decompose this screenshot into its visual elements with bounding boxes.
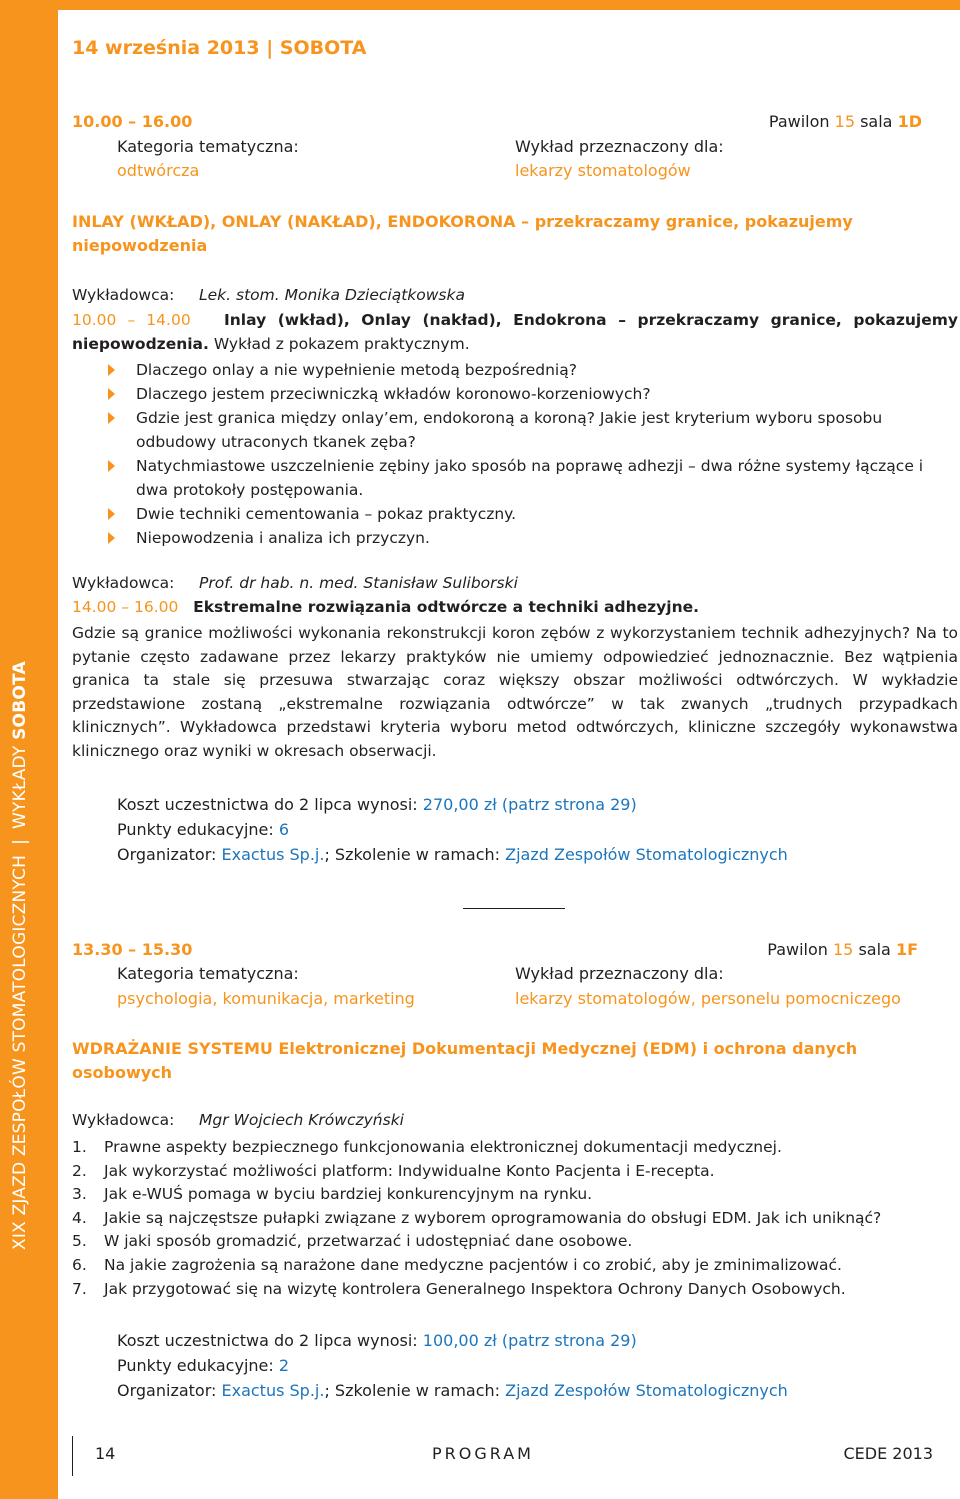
lecture1-lecturer: Lek. stom. Monika Dzieciątkowska: [199, 286, 465, 304]
event2-category-label: Kategoria tematyczna:: [117, 964, 299, 983]
event1-info-block: [117, 792, 788, 867]
event2-location-prefix: Pawilon: [767, 940, 828, 959]
lecture1-lecturer-row: [72, 286, 465, 304]
event1-training-label: ; Szkolenie w ramach:: [324, 845, 501, 864]
event1-points-row: [117, 817, 788, 842]
event1-cost: 270,00 zł (patrz strona 29): [422, 795, 637, 814]
event2-organizer-row: [117, 1378, 788, 1403]
top-accent-bar: [0, 0, 960, 10]
list-item: 4. Jakie są najczęstsze pułapki związane z wyborem oprogramowania do obsługi EDM. Jak ich uniknąć?: [72, 1208, 882, 1227]
lecture2-description: Gdzie są granice możliwości wykonania rekonstrukcji koron zębów z wykorzystaniem technik adhezyjnych? Na to pytanie często zadawane przez lekarzy praktyków nie umiemy odpowiedzieć jednoznacznie. Bez wątpienia granica ta stale się przesuwa stwarzając coraz większy obszar możliwości odtwórczych. W wykładzie przedstawione zostaną „ekstremalne rozwiązania odtwórcze” w tak zwanych „trudnych przypadkach klinicznych”. Wykładowca przedstawi kryteria wyboru metod odtwórczych, kliniczne szczegóły wykonawstwa klinicznego oraz wyniki w okresach obserwacji.: [72, 624, 958, 760]
lecture1-bullet-list: [108, 358, 938, 550]
list-item-text: Gdzie jest granica między onlay’em, endokoroną a koroną? Jakie jest kryterium wyboru sposobu odbudowy utraconych tkanek zęba?: [136, 409, 883, 451]
lecture2-topic-title: Ekstremalne rozwiązania odtwórcze a techniki adhezyjne.: [193, 598, 700, 616]
list-item-text: Niepowodzenia i analiza ich przyczyn.: [136, 529, 430, 547]
event2-lecturer-label: Wykładowca:: [72, 1111, 175, 1129]
footer-brand: CEDE 2013: [843, 1444, 933, 1463]
event1-audience: lekarzy stomatologów: [515, 161, 691, 180]
event2-audience-label: Wykład przeznaczony dla:: [515, 964, 724, 983]
list-item: [108, 382, 938, 406]
sidebar-section: WYKŁADY: [10, 745, 30, 829]
list-item-text: Natychmiastowe uszczelnienie zębiny jako sposób na poprawę adhezji – dwa różne systemy łączące i dwa protokoły postępowania.: [136, 457, 924, 499]
event2-hall: 1F: [895, 940, 918, 959]
event1-title: INLAY (WKŁAD), ONLAY (NAKŁAD), ENDOKORONA – przekraczamy granice, pokazujemy niepowodzenia: [72, 212, 853, 255]
sidebar-prefix: XIX ZJAZD ZESPOŁÓW STOMATOLOGICZNYCH: [10, 854, 30, 1250]
event1-audience-label: Wykład przeznaczony dla:: [515, 137, 724, 156]
bullet-triangle-icon: [108, 508, 115, 520]
event2-lecturer: Mgr Wojciech Krówczyński: [199, 1111, 404, 1129]
event1-training: Zjazd Zespołów Stomatologicznych: [505, 845, 788, 864]
event2-organizer: Exactus Sp.j.: [221, 1381, 325, 1400]
event2-training-label: ; Szkolenie w ramach:: [324, 1381, 501, 1400]
list-item: 1. Prawne aspekty bezpiecznego funkcjonowania elektronicznej dokumentacji medycznej.: [72, 1138, 782, 1156]
event2-audience: lekarzy stomatologów, personelu pomocniczego: [515, 989, 901, 1008]
list-item-text: Dwie techniki cementowania – pokaz praktyczny.: [136, 505, 517, 523]
list-item-text: Jakie są najczęstsze pułapki związane z wyborem oprogramowania do obsługi EDM. Jak ich uniknąć?: [104, 1208, 882, 1227]
event2-points: 2: [278, 1356, 290, 1375]
footer-rule: [72, 1436, 73, 1476]
list-item-text: Na jakie zagrożenia są narażone dane medyczne pacjentów i co zrobić, aby je zminimalizować.: [104, 1255, 842, 1274]
page-date-heading: 14 września 2013 | SOBOTA: [72, 37, 367, 59]
event1-points-label: Punkty edukacyjne:: [117, 820, 274, 839]
list-item: [108, 454, 938, 502]
list-item: 3. Jak e-WUŚ pomaga w byciu bardziej konkurencyjnym na rynku.: [72, 1185, 593, 1204]
list-item-text: Dlaczego onlay a nie wypełnienie metodą bezpośrednią?: [136, 361, 577, 379]
lecture2-lecturer-row: [72, 574, 518, 592]
lecture1-topic-note: Wykład z pokazem praktycznym.: [213, 334, 470, 353]
footer-program-label: PROGRAM: [432, 1444, 534, 1463]
sidebar-day: SOBOTA: [10, 661, 30, 740]
list-item: 6. Na jakie zagrożenia są narażone dane medyczne pacjentów i co zrobić, aby je zminimalizować.: [72, 1255, 842, 1274]
event2-cost-row: [117, 1328, 788, 1353]
lecture1-topic: [72, 309, 958, 356]
list-item-text: Jak e-WUŚ pomaga w byciu bardziej konkurencyjnym na rynku.: [104, 1185, 593, 1204]
list-item: [108, 502, 938, 526]
event1-cost-row: [117, 792, 788, 817]
list-item-text: Prawne aspekty bezpiecznego funkcjonowania elektronicznej dokumentacji medycznej.: [104, 1138, 782, 1156]
list-item: 7. Jak przygotować się na wizytę kontrolera Generalnego Inspektora Ochrony Danych Osobowych.: [72, 1279, 846, 1298]
event2-training: Zjazd Zespołów Stomatologicznych: [505, 1381, 788, 1400]
event2-pavilion: 15: [833, 940, 854, 959]
event2-time: 13.30 – 15.30: [72, 940, 193, 959]
lecture1-time: 10.00 – 14.00: [72, 311, 191, 329]
event1-location-prefix: Pawilon: [768, 112, 830, 131]
list-item-text: Jak przygotować się na wizytę kontrolera Generalnego Inspektora Ochrony Danych Osobowych.: [104, 1279, 846, 1298]
event1-points: 6: [278, 820, 290, 839]
bullet-triangle-icon: [108, 364, 115, 376]
event1-organizer-label: Organizator:: [117, 845, 217, 864]
event2-numbered-list: [72, 1136, 952, 1301]
bullet-triangle-icon: [108, 412, 115, 424]
event1-organizer: Exactus Sp.j.: [221, 845, 325, 864]
lecture1-lecturer-label: Wykładowca:: [72, 286, 175, 304]
lecture2-lecturer-label: Wykładowca:: [72, 574, 175, 592]
event2-points-row: [117, 1353, 788, 1378]
event2-points-label: Punkty edukacyjne:: [117, 1356, 274, 1375]
event2-category: psychologia, komunikacja, marketing: [117, 989, 415, 1008]
list-item: 2. Jak wykorzystać możliwości platform: Indywidualne Konto Pacjenta i E-recepta.: [72, 1161, 715, 1180]
event2-hall-word: sala: [858, 940, 891, 959]
event1-location: [769, 112, 922, 131]
lecture2-lecturer: Prof. dr hab. n. med. Stanisław Suliborski: [199, 574, 518, 592]
event2-cost: 100,00 zł (patrz strona 29): [422, 1331, 637, 1350]
event2-organizer-label: Organizator:: [117, 1381, 217, 1400]
list-item: [108, 358, 938, 382]
list-item: [108, 526, 938, 550]
event1-pavilion: 15: [834, 112, 855, 131]
event1-organizer-row: [117, 842, 788, 867]
lecture2-time: 14.00 – 16.00: [72, 598, 179, 616]
event1-hall: 1D: [897, 112, 922, 131]
lecture1-topic-title: Inlay (wkład), Onlay (nakład), Endokrona – przekraczamy granice, pokazujemy niepowodzenia.: [72, 311, 959, 353]
event2-info-block: [117, 1328, 788, 1403]
list-item-text: Dlaczego jestem przeciwniczką wkładów koronowo-korzeniowych?: [136, 385, 651, 403]
page-number: 14: [95, 1444, 116, 1463]
bullet-triangle-icon: [108, 532, 115, 544]
lecture2-topic-row: [72, 598, 699, 616]
bullet-triangle-icon: [108, 460, 115, 472]
section-divider: [463, 908, 565, 909]
list-item: 5. W jaki sposób gromadzić, przetwarzać i udostępniać dane osobowe.: [72, 1232, 633, 1251]
event1-category-label: Kategoria tematyczna:: [117, 137, 299, 156]
event1-time: 10.00 – 16.00: [72, 112, 193, 131]
event2-cost-label: Koszt uczestnictwa do 2 lipca wynosi:: [117, 1331, 418, 1350]
event2-lecturer-row: [72, 1111, 404, 1129]
event2-location: [767, 940, 918, 959]
event1-cost-label: Koszt uczestnictwa do 2 lipca wynosi:: [117, 795, 418, 814]
list-item: [108, 406, 938, 454]
sidebar-band: [0, 10, 58, 1499]
sidebar-label: XIX ZJAZD ZESPOŁÓW STOMATOLOGICZNYCH|WYKŁADY SOBOTA: [10, 661, 30, 1250]
list-item-text: W jaki sposób gromadzić, przetwarzać i udostępniać dane osobowe.: [104, 1232, 633, 1251]
event2-title: WDRAŻANIE SYSTEMU Elektronicznej Dokumentacji Medycznej (EDM) i ochrona danych osobowych: [72, 1039, 858, 1082]
event1-hall-word: sala: [860, 112, 893, 131]
bullet-triangle-icon: [108, 388, 115, 400]
event1-category: odtwórcza: [117, 161, 200, 180]
list-item-text: Jak wykorzystać możliwości platform: Indywidualne Konto Pacjenta i E-recepta.: [104, 1161, 715, 1180]
